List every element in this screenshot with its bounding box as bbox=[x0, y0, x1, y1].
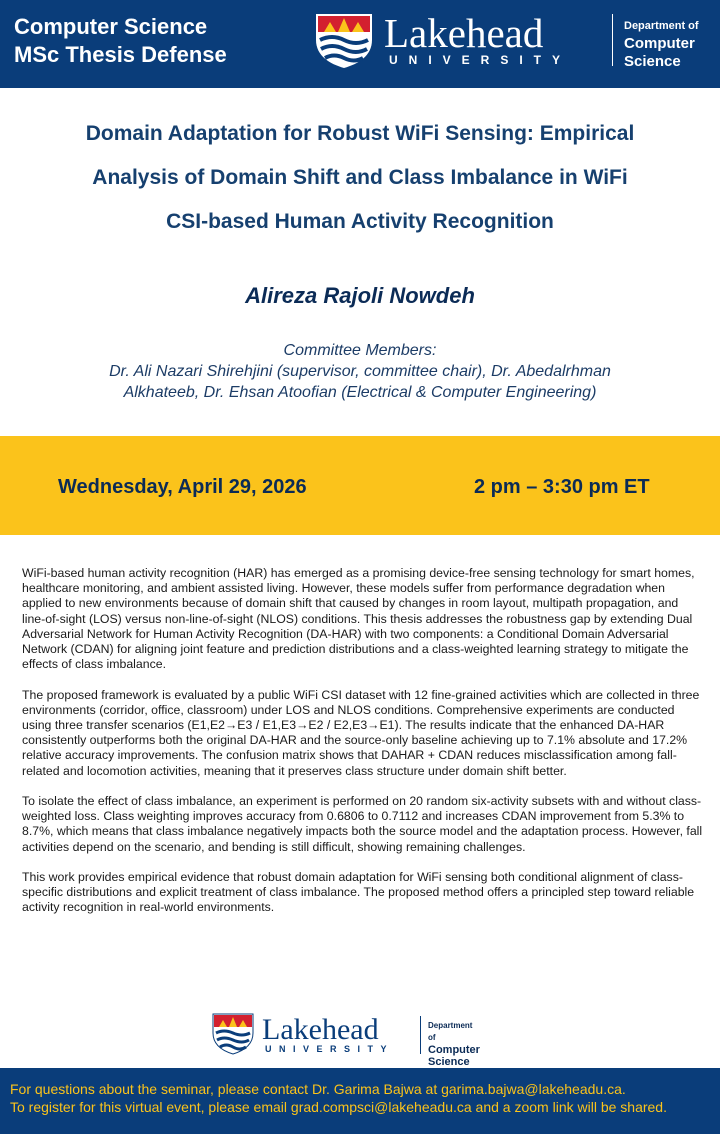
crest-icon bbox=[316, 14, 372, 68]
thesis-title bbox=[30, 112, 690, 244]
contact-line2: To register for this virtual event, please email grad.compsci@lakeheadu.ca and a zoom link will be shared. bbox=[10, 1099, 667, 1115]
logo-sub: UNIVERSITY bbox=[389, 53, 572, 67]
divider bbox=[612, 14, 613, 66]
header-banner bbox=[0, 0, 720, 88]
event-date: Wednesday, April 29, 2026 bbox=[58, 476, 307, 498]
lakehead-logo-footer bbox=[212, 1012, 417, 1056]
event-type-line1: Computer Science bbox=[14, 14, 208, 39]
contact-line1: For questions about the seminar, please contact Dr. Garima Bajwa at garima.bajwa@lakeheadu.ca. bbox=[10, 1081, 626, 1097]
committee-line1: Dr. Ali Nazari Shirehjini (supervisor, committee chair), Dr. Abedalrhman bbox=[109, 363, 611, 380]
event-type bbox=[14, 13, 227, 69]
abstract-paragraph-2: The proposed framework is evaluated by a public WiFi CSI dataset with 12 fine-grained activities which are collected in three environments (corridor, office, classroom) under LOS and NLOS conditions. Comprehensive experiments are conducted using three transfer scenarios (E1,E2→E3 / E1,E3→E2 / E2,E3→E1). The results indicate that the enhanced DA-HAR consistently outperforms both the original DA-HAR and the source-only baseline achieving up to 7.1% absolute and 17.2% relative accuracy improvements. The confusion matrix shows that DAHAR + CDAN reduces misclassification among fall-related and locomotion activities, meaning that it preserves class structure under domain shift better. bbox=[22, 687, 700, 778]
dept-line1: Department of bbox=[624, 20, 699, 32]
dept-line2: Computer bbox=[624, 35, 695, 52]
contact-bar bbox=[0, 1068, 720, 1134]
footer-logo-name: Lakehead bbox=[262, 1013, 379, 1046]
footer-logo-sub: UNIVERSITY bbox=[265, 1044, 395, 1054]
footer-divider bbox=[420, 1016, 421, 1054]
committee-label: Committee Members: bbox=[283, 342, 437, 359]
abstract-paragraph-3: To isolate the effect of class imbalance, an experiment is performed on 20 random six-activity subsets with and without class-weighted loss. Class weighting improves accuracy from 0.6806 to 0.7112 and increases CDAN improvement from 5.3% to 8.7%, which means that class imbalance negatively impacts both the source model and the adaptation process. However, fall activities depend on the scenario, and bending is still difficult, showing remaining challenges. bbox=[22, 794, 703, 854]
footer-dept-line2: Computer bbox=[428, 1044, 480, 1056]
event-time: 2 pm – 3:30 pm ET bbox=[474, 476, 650, 498]
event-type-line2: MSc Thesis Defense bbox=[14, 42, 227, 67]
abstract-paragraph-1: WiFi-based human activity recognition (HAR) has emerged as a promising device-free sensing technology for smart homes, healthcare monitoring, and ambient assisted living. However, these models suffer from performance degradation when applied to new environments because of domain shift that caused by changes in room layout, multipath propagation, and line-of-sight (LOS) versus non-line-of-sight (NLOS) conditions. This thesis addresses the robustness gap by extending Dual Adversarial Network for Human Activity Recognition (DA-HAR) with two components: a Conditional Domain Adversarial Network (CDAN) for aligning joint feature and prediction distributions and a class-weighted learning strategy to mitigate the effects of class imbalance. bbox=[22, 566, 695, 672]
committee-line2: Alkhateeb, Dr. Ehsan Atoofian (Electrical & Computer Engineering) bbox=[123, 384, 597, 401]
author-name: Alireza Rajoli Nowdeh bbox=[245, 283, 475, 308]
title-line2: Analysis of Domain Shift and Class Imbalance in WiFi bbox=[92, 166, 628, 189]
footer-department bbox=[428, 1020, 480, 1068]
footer-dept-line3: Science bbox=[428, 1056, 470, 1068]
dept-line3: Science bbox=[624, 53, 681, 70]
schedule-band bbox=[0, 436, 720, 535]
committee-members bbox=[60, 340, 660, 403]
footer-dept-line1: Department of bbox=[428, 1021, 473, 1042]
abstract-paragraph-4: This work provides empirical evidence that robust domain adaptation for WiFi sensing both conditional alignment of class-specific distributions and explicit treatment of class imbalance. The proposed method offers a principled step toward reliable activity recognition in real-world environments. bbox=[22, 870, 695, 915]
title-line3: CSI-based Human Activity Recognition bbox=[166, 210, 554, 233]
department-name bbox=[624, 17, 699, 71]
logo-name: Lakehead bbox=[384, 10, 544, 56]
footer-logo bbox=[212, 1012, 480, 1068]
crest-icon bbox=[213, 1014, 253, 1054]
abstract bbox=[22, 566, 704, 931]
lakehead-logo bbox=[314, 10, 614, 70]
title-line1: Domain Adaptation for Robust WiFi Sensing: Empirical bbox=[85, 122, 635, 145]
